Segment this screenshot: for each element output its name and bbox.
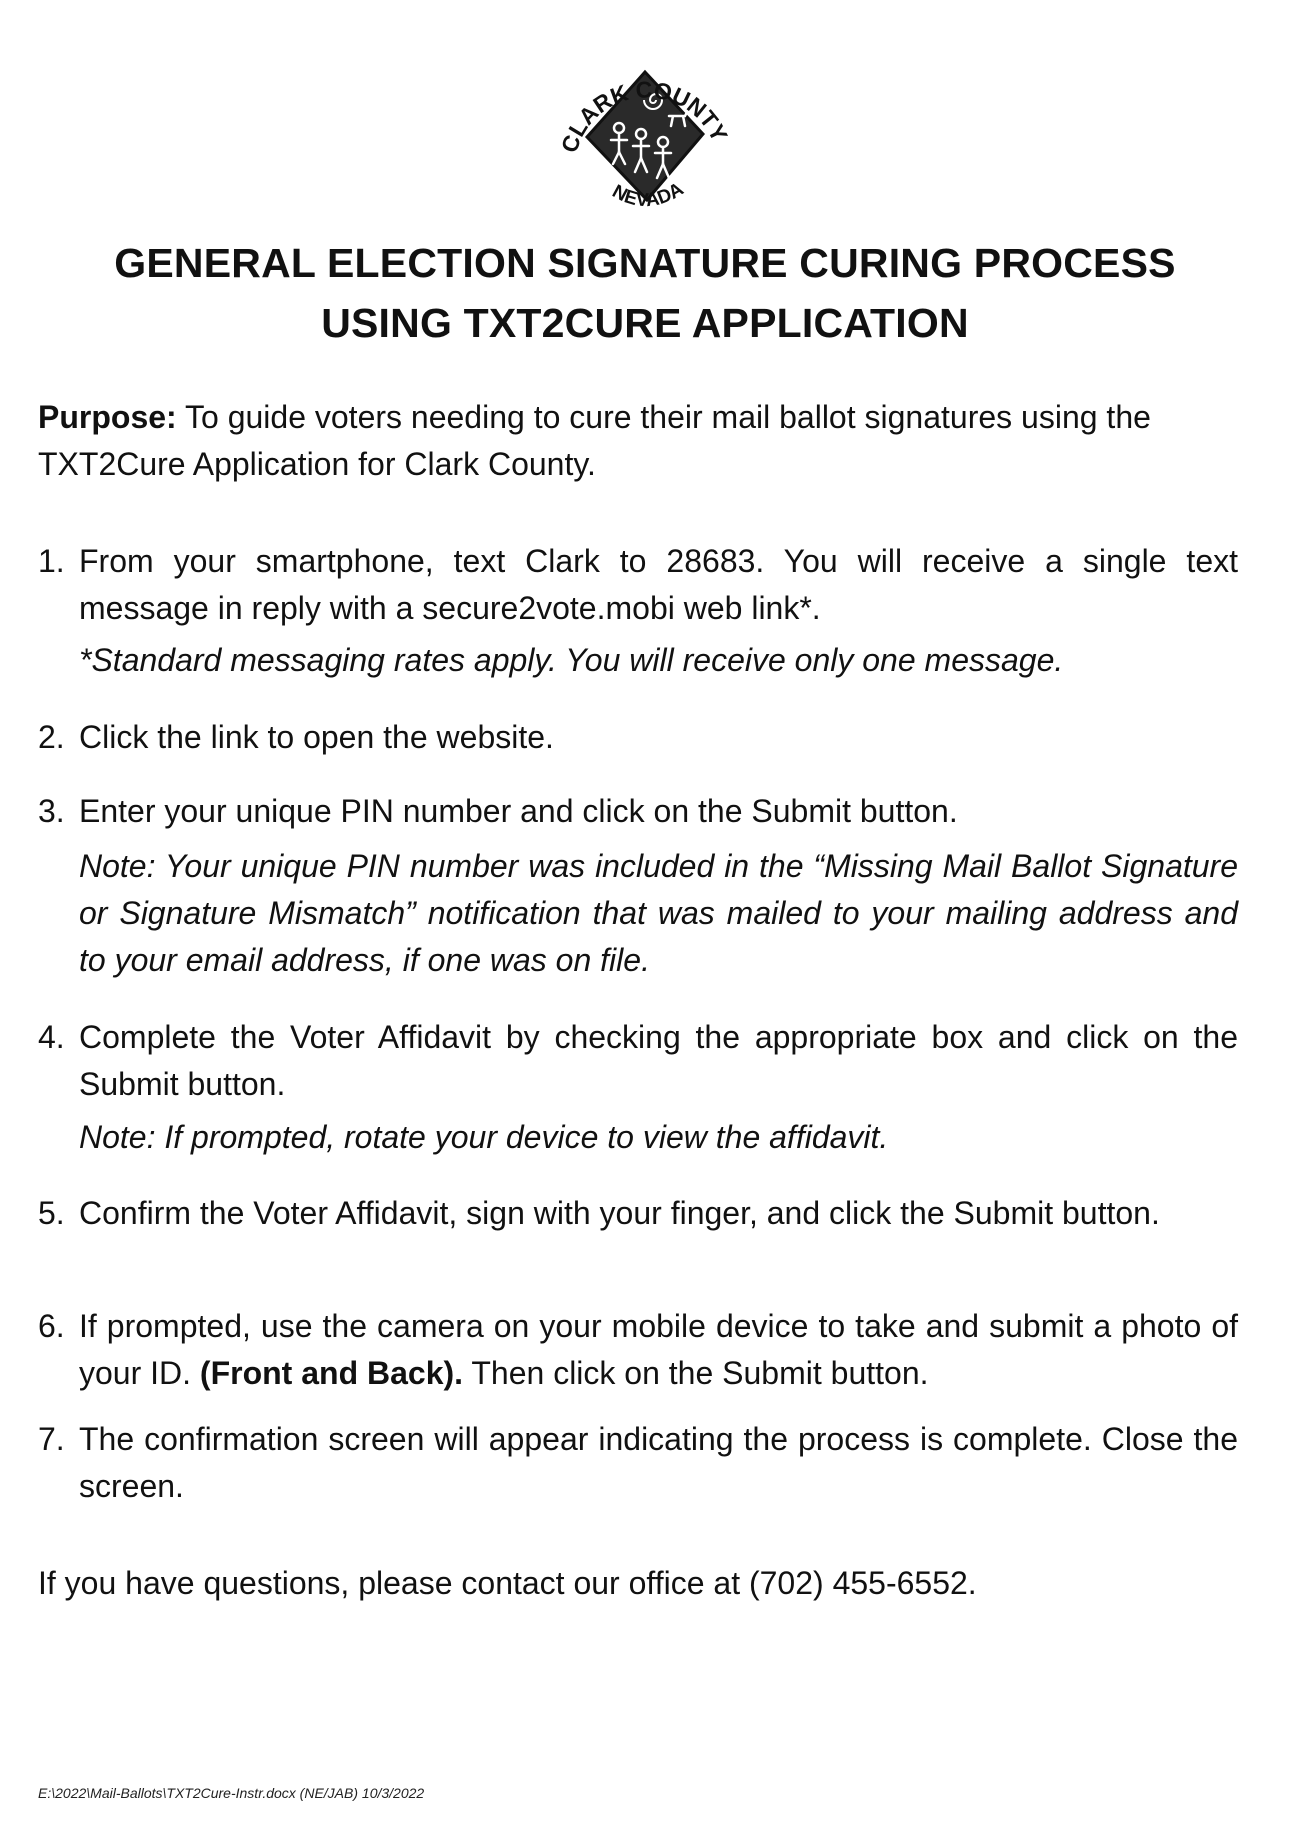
step-number: 4. — [38, 1019, 65, 1055]
step-text: Click the link to open the website. — [79, 719, 554, 755]
step-text: Enter your unique PIN number and click on the Submit button. — [79, 793, 958, 829]
logo-text-bottom: NEVADA — [608, 178, 688, 212]
step-7 — [38, 1416, 1238, 1510]
purpose-text: To guide voters needing to cure their mail ballot signatures using the TXT2Cure Application for Clark County. — [38, 399, 1151, 482]
step-6 — [38, 1303, 1238, 1397]
step-2 — [38, 714, 1238, 761]
step-4 — [38, 1014, 1238, 1108]
step-6-text-before: If prompted, use the camera on your mobile device to take and submit a photo of your ID. — [79, 1308, 1238, 1391]
document-title-line2: USING TXT2CURE APPLICATION — [321, 300, 969, 346]
step-6-text-bold: (Front and Back). — [199, 1355, 464, 1391]
step-1-note: *Standard messaging rates apply. You will receive only one message. — [79, 642, 1064, 678]
purpose-label: Purpose: — [38, 399, 177, 435]
step-text — [79, 1303, 1238, 1397]
step-6-text-after: Then click on the Submit button. — [471, 1355, 929, 1391]
logo-text-top: CLARK COUNTY — [555, 76, 733, 156]
step-text: Complete the Voter Affidavit by checking the appropriate box and click on the Submit button. — [79, 1019, 1238, 1102]
purpose-paragraph — [38, 394, 1238, 488]
step-number: 7. — [38, 1421, 65, 1457]
step-3-note: Note: Your unique PIN number was included in the “Missing Mail Ballot Signature or Signature Mismatch” notification that was mailed to your mailing address and to your email address, if one was on file. — [79, 848, 1238, 978]
step-text: The confirmation screen will appear indicating the process is complete. Close the screen. — [79, 1421, 1238, 1504]
contact-paragraph: If you have questions, please contact our office at (702) 455-6552. — [38, 1565, 977, 1601]
step-number: 5. — [38, 1195, 65, 1231]
step-text: Confirm the Voter Affidavit, sign with your finger, and click the Submit button. — [79, 1195, 1160, 1231]
step-number: 3. — [38, 793, 65, 829]
step-1 — [38, 538, 1238, 632]
step-5 — [38, 1190, 1238, 1237]
clark-county-logo — [535, 42, 755, 232]
file-path-footer: E:\2022\Mail-Ballots\TXT2Cure-Instr.docx (NE/JAB) 10/3/2022 — [38, 1785, 425, 1801]
step-text: From your smartphone, text Clark to 28683. You will receive a single text message in reply with a secure2vote.mobi web link*. — [79, 543, 1238, 626]
step-number: 1. — [38, 543, 65, 579]
document-title-line1: GENERAL ELECTION SIGNATURE CURING PROCESS — [114, 240, 1176, 286]
step-3 — [38, 788, 1238, 835]
step-number: 6. — [38, 1308, 65, 1344]
step-number: 2. — [38, 719, 65, 755]
step-4-note: Note: If prompted, rotate your device to view the affidavit. — [79, 1119, 889, 1155]
